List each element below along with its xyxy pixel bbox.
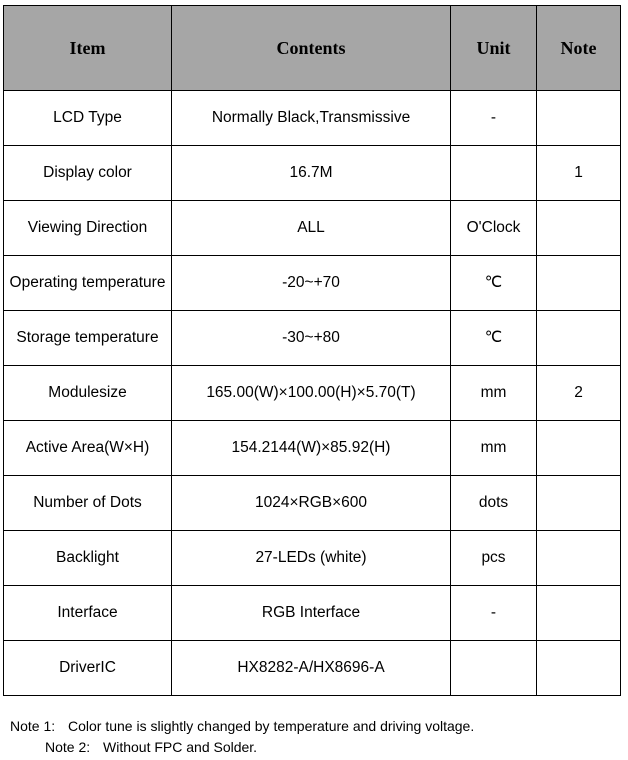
table-row <box>4 641 621 696</box>
cell-unit: pcs <box>451 531 537 586</box>
cell-contents: 154.2144(W)×85.92(H) <box>172 421 451 476</box>
cell-note <box>537 641 621 696</box>
note-label: Note 2: <box>45 739 91 755</box>
cell-note <box>537 91 621 146</box>
cell-note <box>537 201 621 256</box>
header-item: Item <box>4 6 172 91</box>
cell-item: Active Area(W×H) <box>4 421 172 476</box>
cell-contents: RGB Interface <box>172 586 451 641</box>
note-text: Color tune is slightly changed by temperature and driving voltage. <box>68 718 475 734</box>
cell-contents: 27-LEDs (white) <box>172 531 451 586</box>
cell-note <box>537 311 621 366</box>
cell-contents: 165.00(W)×100.00(H)×5.70(T) <box>172 366 451 421</box>
cell-contents: ALL <box>172 201 451 256</box>
note-label: Note 1: <box>10 718 56 734</box>
header-note: Note <box>537 6 621 91</box>
header-unit: Unit <box>451 6 537 91</box>
table-row <box>4 366 621 421</box>
cell-unit: - <box>451 91 537 146</box>
table-row <box>4 476 621 531</box>
cell-contents: 1024×RGB×600 <box>172 476 451 531</box>
spec-table <box>3 5 621 696</box>
cell-unit: mm <box>451 366 537 421</box>
note-text: Without FPC and Solder. <box>103 739 258 755</box>
cell-item: Number of Dots <box>4 476 172 531</box>
cell-unit: - <box>451 586 537 641</box>
cell-item: Display color <box>4 146 172 201</box>
cell-item: Operating temperature <box>4 256 172 311</box>
cell-contents: Normally Black,Transmissive <box>172 91 451 146</box>
cell-item: DriverIC <box>4 641 172 696</box>
note-2 <box>10 737 474 758</box>
table-row <box>4 586 621 641</box>
cell-unit <box>451 641 537 696</box>
cell-unit: ℃ <box>451 311 537 366</box>
table-row <box>4 531 621 586</box>
header-contents: Contents <box>172 6 451 91</box>
cell-contents: -30~+80 <box>172 311 451 366</box>
cell-contents: -20~+70 <box>172 256 451 311</box>
cell-unit: O'Clock <box>451 201 537 256</box>
table-row <box>4 421 621 476</box>
cell-note <box>537 531 621 586</box>
cell-unit <box>451 146 537 201</box>
cell-note <box>537 476 621 531</box>
cell-unit: mm <box>451 421 537 476</box>
table-row <box>4 256 621 311</box>
table-row <box>4 201 621 256</box>
cell-item: Backlight <box>4 531 172 586</box>
table-row <box>4 91 621 146</box>
table-row <box>4 146 621 201</box>
table-row <box>4 311 621 366</box>
cell-contents: 16.7M <box>172 146 451 201</box>
cell-unit: ℃ <box>451 256 537 311</box>
cell-item: Viewing Direction <box>4 201 172 256</box>
cell-note <box>537 421 621 476</box>
note-1 <box>10 716 474 737</box>
notes-section <box>10 716 474 758</box>
header-row <box>4 6 621 91</box>
cell-item: Storage temperature <box>4 311 172 366</box>
cell-note: 2 <box>537 366 621 421</box>
cell-note <box>537 586 621 641</box>
cell-contents: HX8282-A/HX8696-A <box>172 641 451 696</box>
cell-item: Interface <box>4 586 172 641</box>
cell-note: 1 <box>537 146 621 201</box>
cell-item: LCD Type <box>4 91 172 146</box>
cell-unit: dots <box>451 476 537 531</box>
cell-item: Modulesize <box>4 366 172 421</box>
cell-note <box>537 256 621 311</box>
